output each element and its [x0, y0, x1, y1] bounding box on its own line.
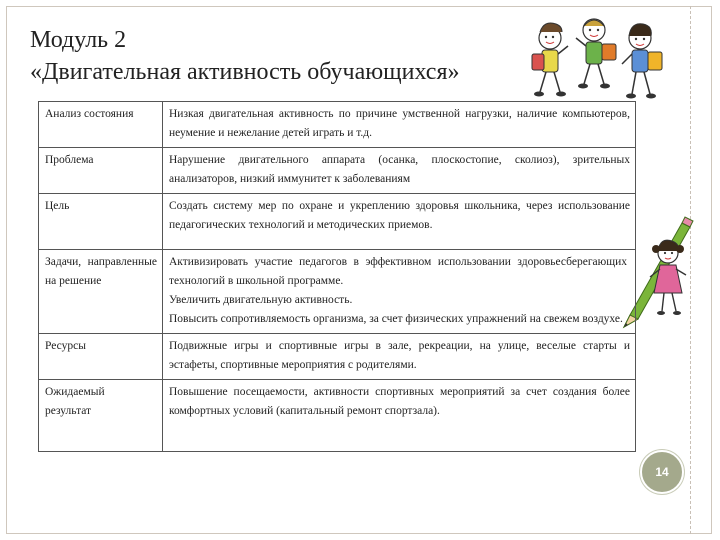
row-label: Ресурсы [45, 340, 86, 352]
kid-left-figure [532, 23, 568, 97]
table-row [39, 194, 636, 250]
row-label: Цель [45, 200, 70, 212]
table-row [39, 250, 636, 334]
row-label-cell [39, 102, 163, 148]
title-line-module: Модуль 2 [30, 27, 127, 53]
kid-middle-figure [576, 19, 616, 89]
module-table [38, 101, 636, 452]
row-label: Анализ состояния [45, 108, 134, 120]
slide-title [30, 24, 540, 88]
row-content: Подвижные игры и спортивные игры в зале, рекреации, на улице, веселые старты и эстафеты, спортивные мероприятия с родителями. [169, 340, 630, 371]
row-label: Задачи, направленные на решение [45, 256, 157, 287]
row-content: Повышение посещаемости, активности спортивных мероприятий за счет создания более комфортных условий (капитальный ремонт спортзала). [169, 386, 630, 417]
row-content-cell [163, 148, 636, 194]
row-content: Нарушение двигательного аппарата (осанка, плоскостопие, сколиоз), зрительных анализаторов, низкий иммунитет к заболеваниям [169, 154, 630, 185]
table-row [39, 334, 636, 380]
row-content: Активизировать участие педагогов в эффективном использовании здоровьесберегающих технологий в школьной программе. [169, 256, 627, 287]
table-row [39, 102, 636, 148]
row-label: Проблема [45, 154, 94, 166]
row-content-cell [163, 250, 636, 334]
row-label-cell [39, 334, 163, 380]
row-content-cell [163, 102, 636, 148]
kids-with-backpacks-illustration [528, 8, 678, 106]
row-content-cell [163, 380, 636, 452]
row-content: Увеличить двигательную активность. [169, 294, 353, 306]
table-row [39, 380, 636, 452]
kid-right-figure [622, 24, 662, 99]
row-content: Низкая двигательная активность по причине умственной нагрузки, наличие компьютеров, неумение и нежелание детей играть и т.д. [169, 108, 630, 139]
row-content: Создать систему мер по охране и укреплению здоровья школьника, через использование педагогических технологий и методических приемов. [169, 200, 630, 231]
row-label-cell [39, 148, 163, 194]
module-table-body [39, 102, 636, 452]
row-content-cell [163, 194, 636, 250]
title-line-topic: «Двигательная активность обучающихся» [30, 59, 460, 85]
row-label-cell [39, 194, 163, 250]
table-row [39, 148, 636, 194]
row-label-cell [39, 250, 163, 334]
row-content-cell [163, 334, 636, 380]
row-label-cell [39, 380, 163, 452]
row-content: Повысить сопротивляемость организма, за счет физических упражнений на свежем воздухе. [169, 313, 623, 325]
row-label: Ожидаемый результат [45, 386, 105, 417]
page-number-badge: 14 [640, 450, 684, 494]
